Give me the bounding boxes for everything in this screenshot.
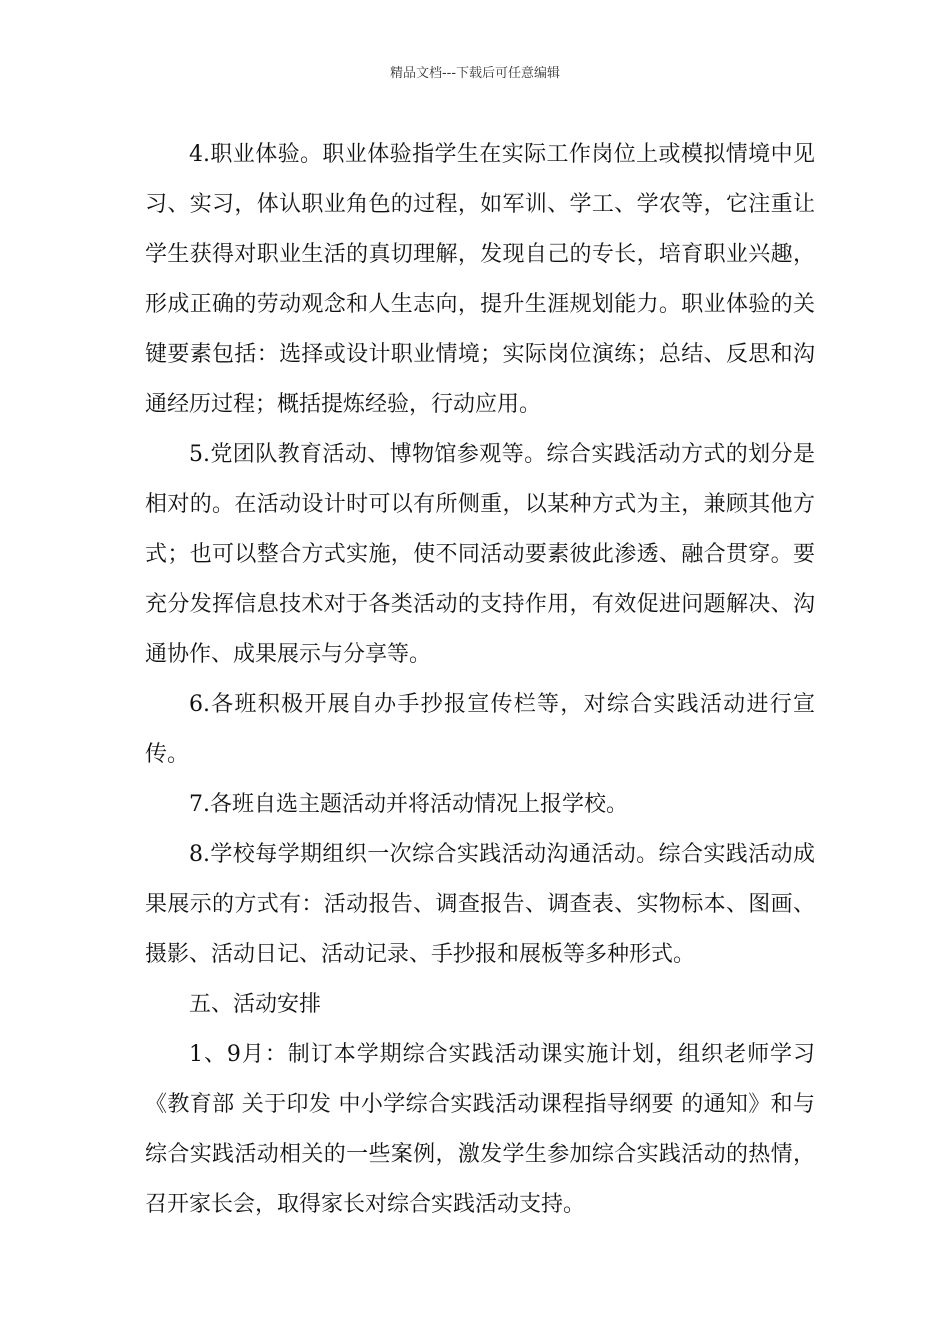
page-header: 精品文档---下载后可任意编辑 bbox=[389, 66, 561, 81]
paragraph-september-plan: 1、9月：制订本学期综合实践活动课实施计划，组织老师学习《教育部 关于印发 中小学综合实践活动课程指导纲要 的通知》和与综合实践活动相关的一些案例，激发学生参加综合实践活动的热情，召开家长会，取得家长对综合实践活动支持。 bbox=[145, 1042, 815, 1217]
paragraph-class-newspaper: 6.各班积极开展自办手抄报宣传栏等，对综合实践活动进行宣传。 bbox=[145, 692, 815, 767]
paragraph-party-league-activities: 5.党团队教育活动、博物馆参观等。综合实践活动方式的划分是相对的。在活动设计时可以有所侧重，以某种方式为主，兼顾其他方式；也可以整合方式实施，使不同活动要素彼此渗透、融合贯穿。要充分发挥信息技术对于各类活动的支持作用，有效促进问题解决、沟通协作、成果展示与分享等。 bbox=[145, 442, 815, 667]
document-body bbox=[145, 130, 815, 1230]
paragraph-school-exchange: 8.学校每学期组织一次综合实践活动沟通活动。综合实践活动成果展示的方式有：活动报告、调查报告、调查表、实物标本、图画、摄影、活动日记、活动记录、手抄报和展板等多种形式。 bbox=[145, 842, 815, 967]
paragraph-career-experience: 4.职业体验。职业体验指学生在实际工作岗位上或模拟情境中见习、实习，体认职业角色的过程，如军训、学工、学农等，它注重让学生获得对职业生活的真切理解，发现自己的专长，培育职业兴趣，形成正确的劳动观念和人生志向，提升生涯规划能力。职业体验的关键要素包括：选择或设计职业情境；实际岗位演练；总结、反思和沟通经历过程；概括提炼经验，行动应用。 bbox=[145, 142, 815, 417]
section-heading-activity-schedule: 五、活动安排 bbox=[189, 992, 322, 1017]
paragraph-class-theme-activity: 7.各班自选主题活动并将活动情况上报学校。 bbox=[189, 792, 628, 817]
